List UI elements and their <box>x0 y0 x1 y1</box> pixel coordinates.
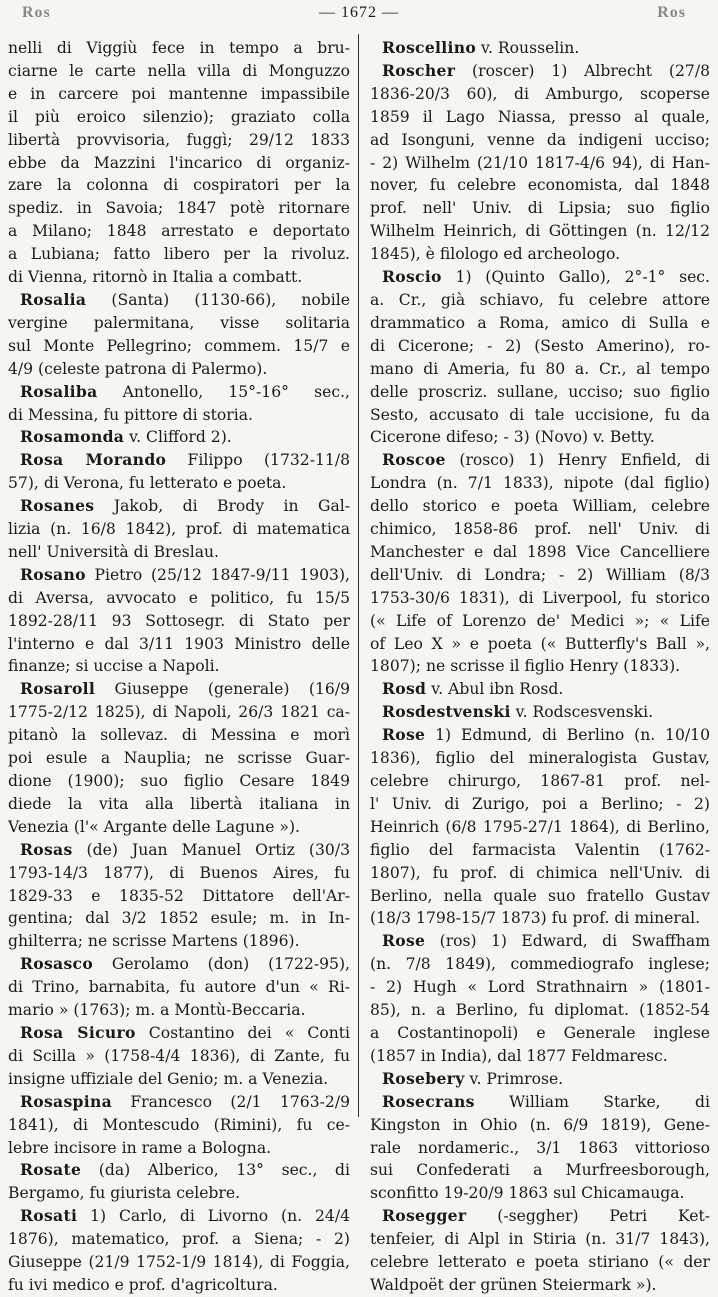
text-line <box>8 747 350 770</box>
entry-headword: Roscher <box>382 60 456 80</box>
line-text: 1845), è filologo ed archeologo. <box>370 245 621 264</box>
entry-start-line <box>370 1091 710 1114</box>
text-line <box>370 1251 710 1274</box>
text-line <box>8 724 350 747</box>
line-text: di Cicerone; - 2) (Sesto Amerino), ro- <box>370 336 710 355</box>
line-text: ebbe da Mazzini l'incarico di organiz- <box>8 153 350 172</box>
entry-headword: Rosasco <box>20 954 94 974</box>
text-line <box>370 999 710 1022</box>
text-line <box>8 197 350 220</box>
line-text: (1857 in India), dal 1877 Feldmaresc. <box>370 1046 668 1065</box>
text-line <box>8 999 350 1022</box>
line-text: a Lubiana; fatto libero per la rivoluz. <box>8 245 350 264</box>
entry-headword: Rosalia <box>20 289 87 309</box>
left-column <box>8 37 351 1294</box>
text-line <box>8 37 350 60</box>
line-text: il più eroico silenzio); graziato colla <box>8 107 350 126</box>
text-line <box>370 1114 710 1137</box>
text-line <box>370 495 710 518</box>
line-text: celebre chirurgo, 1867-81 prof. nel- <box>370 772 710 790</box>
entry-headword: Roscio <box>382 267 442 287</box>
text-line <box>8 1274 350 1297</box>
text-line <box>8 129 350 152</box>
text-line <box>370 335 710 358</box>
line-text: dell'Univ. di Londra; - 2) William (8/3 <box>370 565 710 584</box>
text-line <box>370 587 710 610</box>
text-line <box>370 1274 710 1297</box>
text-line <box>8 701 350 724</box>
entry-start-line <box>8 1159 350 1182</box>
text-line <box>8 1045 350 1068</box>
text-line <box>8 907 350 930</box>
entry-headword: Rosas <box>20 839 73 859</box>
text-line <box>8 885 350 908</box>
text-line <box>8 83 350 106</box>
line-text: (Santa) (1130-66), nobile <box>86 290 350 309</box>
entry-headword: Rosati <box>20 1206 78 1226</box>
line-text: prof. nell' Univ. di Lipsia; suo figlio <box>370 199 710 218</box>
line-text: figlio del farmacista Valentin (1762- <box>370 840 710 859</box>
text-line <box>370 518 710 541</box>
text-line <box>8 633 350 656</box>
line-text: 1) Edmund, di Berlino (n. 10/10 <box>425 726 710 745</box>
entry-headword: Rosanes <box>20 496 95 516</box>
entry-headword: Rosa Sicuro <box>20 1022 136 1042</box>
entry-headword: Rosaspina <box>20 1091 112 1111</box>
line-text: e in carcere poi mantenne impassibile <box>8 84 350 103</box>
line-text: Manchester e dal 1898 Vice Cancelliere <box>370 542 710 561</box>
line-text: Giuseppe (21/9 1752-1/9 1814), di Foggia, <box>8 1253 350 1272</box>
entry-headword: Rosa Morando <box>20 450 167 470</box>
text-line <box>8 793 350 816</box>
entry-start-line <box>8 426 350 449</box>
line-text: lebre incisore in rame a Bologna. <box>8 1138 272 1157</box>
entry-headword: Rose <box>382 725 426 745</box>
entry-headword: Rose <box>382 931 426 951</box>
line-text: 1) Carlo, di Livorno (n. 24/4 <box>77 1207 350 1226</box>
line-text: Bergamo, fu giurista celebre. <box>8 1184 241 1203</box>
text-line <box>370 426 710 449</box>
line-text: (de) Juan Manuel Ortiz (30/3 <box>72 840 350 859</box>
line-text: 1807); ne scrisse il figlio Henry (1833). <box>370 657 681 676</box>
text-line <box>8 1114 350 1137</box>
text-line <box>370 541 710 564</box>
line-text: sui Confederati a Murfreesborough, <box>370 1161 710 1180</box>
text-line <box>370 106 710 129</box>
entry-start-line <box>370 37 710 60</box>
line-text: nell' Università di Breslau. <box>8 542 220 561</box>
text-line <box>370 1137 710 1160</box>
line-text: di Messina, fu pittore di storia. <box>8 405 253 424</box>
line-text: (18/3 1798-15/7 1873) fu prof. di mineral. <box>370 909 701 928</box>
line-text: ad Isonguni, venne da indigeni ucciso; <box>370 130 710 149</box>
text-line <box>370 472 710 495</box>
text-line <box>8 312 350 335</box>
line-text: nelli di Viggiù fece in tempo a bru- <box>8 39 350 57</box>
text-line <box>8 174 350 197</box>
line-text: Giuseppe (generale) (16/9 <box>95 680 350 699</box>
line-text: Kingston in Ohio (n. 6/9 1819), Gene- <box>370 1115 710 1134</box>
line-text: Venezia (l'« Argante delle Lagune »). <box>8 817 300 836</box>
line-text: Berlino, nella quale suo fratello Gustav <box>370 886 710 905</box>
line-text: (rosco) 1) Henry Enfield, di <box>445 451 710 470</box>
line-text: Sesto, accusato di tale uccisione, fu da <box>370 405 710 424</box>
text-line <box>370 381 710 404</box>
line-text: sconfitto 19-20/9 1863 sul Chicamauga. <box>370 1184 685 1203</box>
running-head-right: Ros <box>657 4 686 21</box>
text-line <box>370 289 710 312</box>
line-text: delle proscriz. sullane, ucciso; suo figlio <box>370 382 710 401</box>
text-line <box>370 655 710 678</box>
text-line <box>8 106 350 129</box>
text-line <box>370 1045 710 1068</box>
line-text: chimico, 1858-86 prof. nell' Univ. di <box>370 520 710 539</box>
line-text: Wilhelm Heinrich, di Göttingen (n. 12/12 <box>370 222 710 241</box>
line-text: Gerolamo (don) (1722-95), <box>93 955 350 974</box>
line-text: mario » (1763); m. a Montù-Beccaria. <box>8 1001 306 1020</box>
entry-headword: Rosano <box>20 564 86 584</box>
text-line <box>8 404 350 427</box>
line-text: pitanò la sollevaz. di Messina e morì <box>8 726 350 745</box>
text-line <box>370 1022 710 1045</box>
line-text: di Vienna, ritornò in Italia a combatt. <box>8 268 303 287</box>
text-line <box>370 358 710 381</box>
line-text: tenfeier, di Alpl in Stiria (n. 31/7 1843), <box>370 1230 710 1249</box>
entry-start-line <box>370 266 710 289</box>
entry-start-line <box>8 1091 350 1114</box>
line-text: ghilterra; ne scrisse Martens (1896). <box>8 932 300 951</box>
entry-headword: Rosecrans <box>382 1091 475 1111</box>
entry-start-line <box>370 449 710 472</box>
entry-start-line <box>370 930 710 953</box>
line-text: Antonello, 15°-16° sec., <box>97 382 350 401</box>
line-text: - 2) Wilhelm (21/10 1817-4/6 94), di Han- <box>370 153 710 172</box>
page-header <box>10 3 708 25</box>
text-line <box>8 587 350 610</box>
line-text: (ros) 1) Edward, di Swaffham <box>425 932 710 951</box>
text-line <box>8 518 350 541</box>
line-text: zare la colonna di cospiratori per la <box>8 176 350 195</box>
line-text: insigne uffiziale del Genio; m. a Venezia. <box>8 1069 329 1088</box>
line-text: vergine palermitana, visse solitaria <box>8 313 350 332</box>
line-text: Filippo (1732-11/8 <box>166 451 350 470</box>
line-text: (roscer) 1) Albrecht (27/8 <box>455 61 710 80</box>
line-text: 1836), figlio del mineralogista Gustav, <box>370 749 710 768</box>
page-number: — 1672 — <box>319 4 399 21</box>
line-text: lizia (n. 16/8 1842), prof. di matematica <box>8 520 350 539</box>
line-text: of Leo X » e poeta (« Butterfly's Ball », <box>370 634 710 653</box>
text-line <box>8 266 350 289</box>
text-line <box>370 610 710 633</box>
text-line <box>8 1228 350 1251</box>
line-text: 85), n. a Berlino, fu diplomat. (1852-54 <box>370 1001 710 1020</box>
text-line <box>370 1182 710 1205</box>
entry-start-line <box>8 678 350 701</box>
entry-start-line <box>8 1205 350 1228</box>
line-text: spediz. in Savoia; 1847 potè ritornare <box>8 199 350 218</box>
text-line <box>370 976 710 999</box>
line-text: v. Primrose. <box>464 1069 564 1088</box>
line-text: v. Abul ibn Rosd. <box>426 680 564 699</box>
running-head-left: Ros <box>22 4 51 21</box>
text-line <box>370 174 710 197</box>
line-text: sul Monte Pellegrino; commem. 15/7 e <box>8 336 350 355</box>
entry-start-line <box>8 839 350 862</box>
text-line <box>370 129 710 152</box>
line-text: a. Cr., già schiavo, fu celebre attore <box>370 290 710 309</box>
text-line <box>370 243 710 266</box>
text-line <box>8 1251 350 1274</box>
entry-start-line <box>8 289 350 312</box>
entry-start-line <box>8 564 350 587</box>
text-line <box>8 655 350 678</box>
line-text: 1892-28/11 93 Sottosegr. di Stato per <box>8 611 350 630</box>
text-line <box>8 1182 350 1205</box>
entry-start-line <box>8 1022 350 1045</box>
line-text: Londra (n. 7/1 1833), nipote (dal figlio) <box>370 474 710 493</box>
text-line <box>370 564 710 587</box>
entry-headword: Rosegger <box>382 1206 467 1226</box>
text-line <box>370 839 710 862</box>
entry-start-line <box>370 1068 710 1091</box>
text-line <box>8 60 350 83</box>
line-text: libertà provvisoria, fuggì; 29/12 1833 <box>8 130 350 149</box>
line-text: nover, fu celebre economista, dal 1848 <box>370 176 710 195</box>
entry-start-line <box>370 1205 710 1228</box>
text-line <box>8 816 350 839</box>
text-line <box>370 1228 710 1251</box>
line-text: v. Clifford 2). <box>124 428 232 447</box>
entry-start-line <box>370 60 710 83</box>
right-column <box>370 37 710 1294</box>
entry-start-line <box>370 701 710 724</box>
line-text: a Milano; 1848 arrestato e deportato <box>8 222 350 241</box>
line-text: 57), di Verona, fu letterato e poeta. <box>8 474 287 493</box>
line-text: dione (1900); suo figlio Cesare 1849 <box>8 772 350 790</box>
line-text: diede la vita alla libertà italiana in <box>8 794 350 813</box>
text-line <box>8 220 350 243</box>
entry-headword: Roscoe <box>382 450 446 470</box>
text-line <box>8 541 350 564</box>
line-text: Waldpoët der grünen Steiermark »). <box>370 1275 657 1294</box>
text-line <box>370 197 710 220</box>
line-text: drammatico a Roma, amico di Sulla e <box>370 313 710 332</box>
entry-headword: Rosate <box>20 1160 82 1180</box>
text-line <box>8 335 350 358</box>
line-text: 1753-30/6 1831), di Liverpool, fu storico <box>370 588 710 607</box>
entry-headword: Rosaliba <box>20 381 98 401</box>
text-line <box>370 770 710 793</box>
line-text: 4/9 (celeste patrona di Palermo). <box>8 359 268 378</box>
entry-headword: Rosamonda <box>20 427 125 447</box>
text-line <box>370 404 710 427</box>
text-line <box>8 930 350 953</box>
entry-start-line <box>8 449 350 472</box>
entry-start-line <box>8 495 350 518</box>
column-divider <box>358 34 359 1117</box>
entry-start-line <box>8 953 350 976</box>
text-line <box>370 953 710 976</box>
line-text: 1876), matematico, prof. a Siena; - 2) <box>8 1230 350 1249</box>
line-text: mano di Ameria, fu 80 a. Cr., al tempo <box>370 359 710 378</box>
line-text: ciarne le carte nella villa di Monguzzo <box>8 61 350 80</box>
line-text: (-seggher) Petri Ket- <box>466 1207 710 1226</box>
entry-headword: Roscellino <box>382 38 477 57</box>
text-line <box>370 220 710 243</box>
line-text: (da) Alberico, 13° sec., di <box>81 1161 350 1180</box>
text-line <box>370 907 710 930</box>
line-text: Heinrich (6/8 1795-27/1 1864), di Berlino, <box>370 817 710 836</box>
line-text: di Trino, barnabita, fu autore d'un « Ri- <box>8 978 350 997</box>
line-text: 1775-2/12 1825), di Napoli, 26/3 1821 ca- <box>8 703 350 722</box>
entry-start-line <box>370 724 710 747</box>
line-text: William Starke, di <box>474 1092 710 1111</box>
line-text: (« Life of Lorenzo de' Medici »; « Life <box>370 611 710 630</box>
line-text: finanze; si uccise a Napoli. <box>8 657 220 676</box>
entry-start-line <box>8 381 350 404</box>
text-line <box>370 152 710 175</box>
text-line <box>8 770 350 793</box>
line-text: 1841), di Montescudo (Rimini), fu ce- <box>8 1115 350 1134</box>
line-text: Francesco (2/1 1763-2/9 <box>112 1092 350 1111</box>
line-text: 1829-33 e 1835-52 Dittatore dell'Ar- <box>8 886 350 905</box>
line-text: - 2) Hugh « Lord Strathnairn » (1801- <box>370 978 710 997</box>
text-line <box>370 793 710 816</box>
text-line <box>8 472 350 495</box>
text-line <box>8 358 350 381</box>
line-text: l' Univ. di Zurigo, poi a Berlino; - 2) <box>370 794 710 813</box>
text-line <box>8 862 350 885</box>
text-line <box>370 862 710 885</box>
line-text: Pietro (25/12 1847-9/11 1903), <box>85 565 350 584</box>
line-text: v. Rodscesvenski. <box>510 703 654 722</box>
text-line <box>8 1068 350 1091</box>
line-text: gentina; dal 3/2 1852 esule; m. in In- <box>8 909 350 928</box>
line-text: 1) (Quinto Gallo), 2°-1° sec. <box>441 268 710 287</box>
text-line <box>8 1137 350 1160</box>
line-text: 1859 il Lago Niassa, presso al quale, <box>370 107 710 126</box>
line-text: 1793-14/3 1877), di Buenos Aires, fu <box>8 863 350 882</box>
line-text: rale nordameric., 3/1 1863 vittorioso <box>370 1138 710 1157</box>
line-text: Jakob, di Brody in Gal- <box>94 497 350 516</box>
text-line <box>370 1159 710 1182</box>
line-text: l'interno e dal 3/11 1903 Ministro delle <box>8 634 350 653</box>
line-text: v. Rousselin. <box>476 39 580 57</box>
text-line <box>370 885 710 908</box>
text-line <box>370 633 710 656</box>
line-text: fu ivi medico e prof. d'agricoltura. <box>8 1275 278 1294</box>
text-line <box>370 312 710 335</box>
text-line <box>8 610 350 633</box>
line-text: dello storico e poeta William, celebre <box>370 497 710 516</box>
line-text: Cicerone difeso; - 3) (Novo) v. Betty. <box>370 428 655 447</box>
text-line <box>370 83 710 106</box>
text-line <box>8 152 350 175</box>
line-text: celebre letterato e poeta stiriano (« der <box>370 1253 710 1272</box>
entry-headword: Rosaroll <box>20 679 96 699</box>
line-text: (n. 7/8 1849), commediografo inglese; <box>370 955 710 974</box>
text-line <box>8 243 350 266</box>
line-text: a Costantinopoli) e Generale inglese <box>370 1023 710 1042</box>
entry-headword: Rosebery <box>382 1068 465 1088</box>
line-text: poi esule a Nauplia; ne scrisse Guar- <box>8 749 350 768</box>
text-line <box>8 976 350 999</box>
entry-headword: Rosdestvenski <box>382 702 511 722</box>
entry-start-line <box>370 678 710 701</box>
text-line <box>370 747 710 770</box>
entry-headword: Rosd <box>382 679 427 699</box>
line-text: di Aversa, avvocato e politico, fu 15/5 <box>8 588 350 607</box>
text-line <box>370 816 710 839</box>
line-text: Costantino dei « Conti <box>135 1023 351 1042</box>
line-text: di Scilla » (1758-4/4 1836), di Zante, fu <box>8 1046 350 1065</box>
line-text: 1807), fu prof. di chimica nell'Univ. di <box>370 863 710 882</box>
line-text: 1836-20/3 60), di Amburgo, scoperse <box>370 84 710 103</box>
